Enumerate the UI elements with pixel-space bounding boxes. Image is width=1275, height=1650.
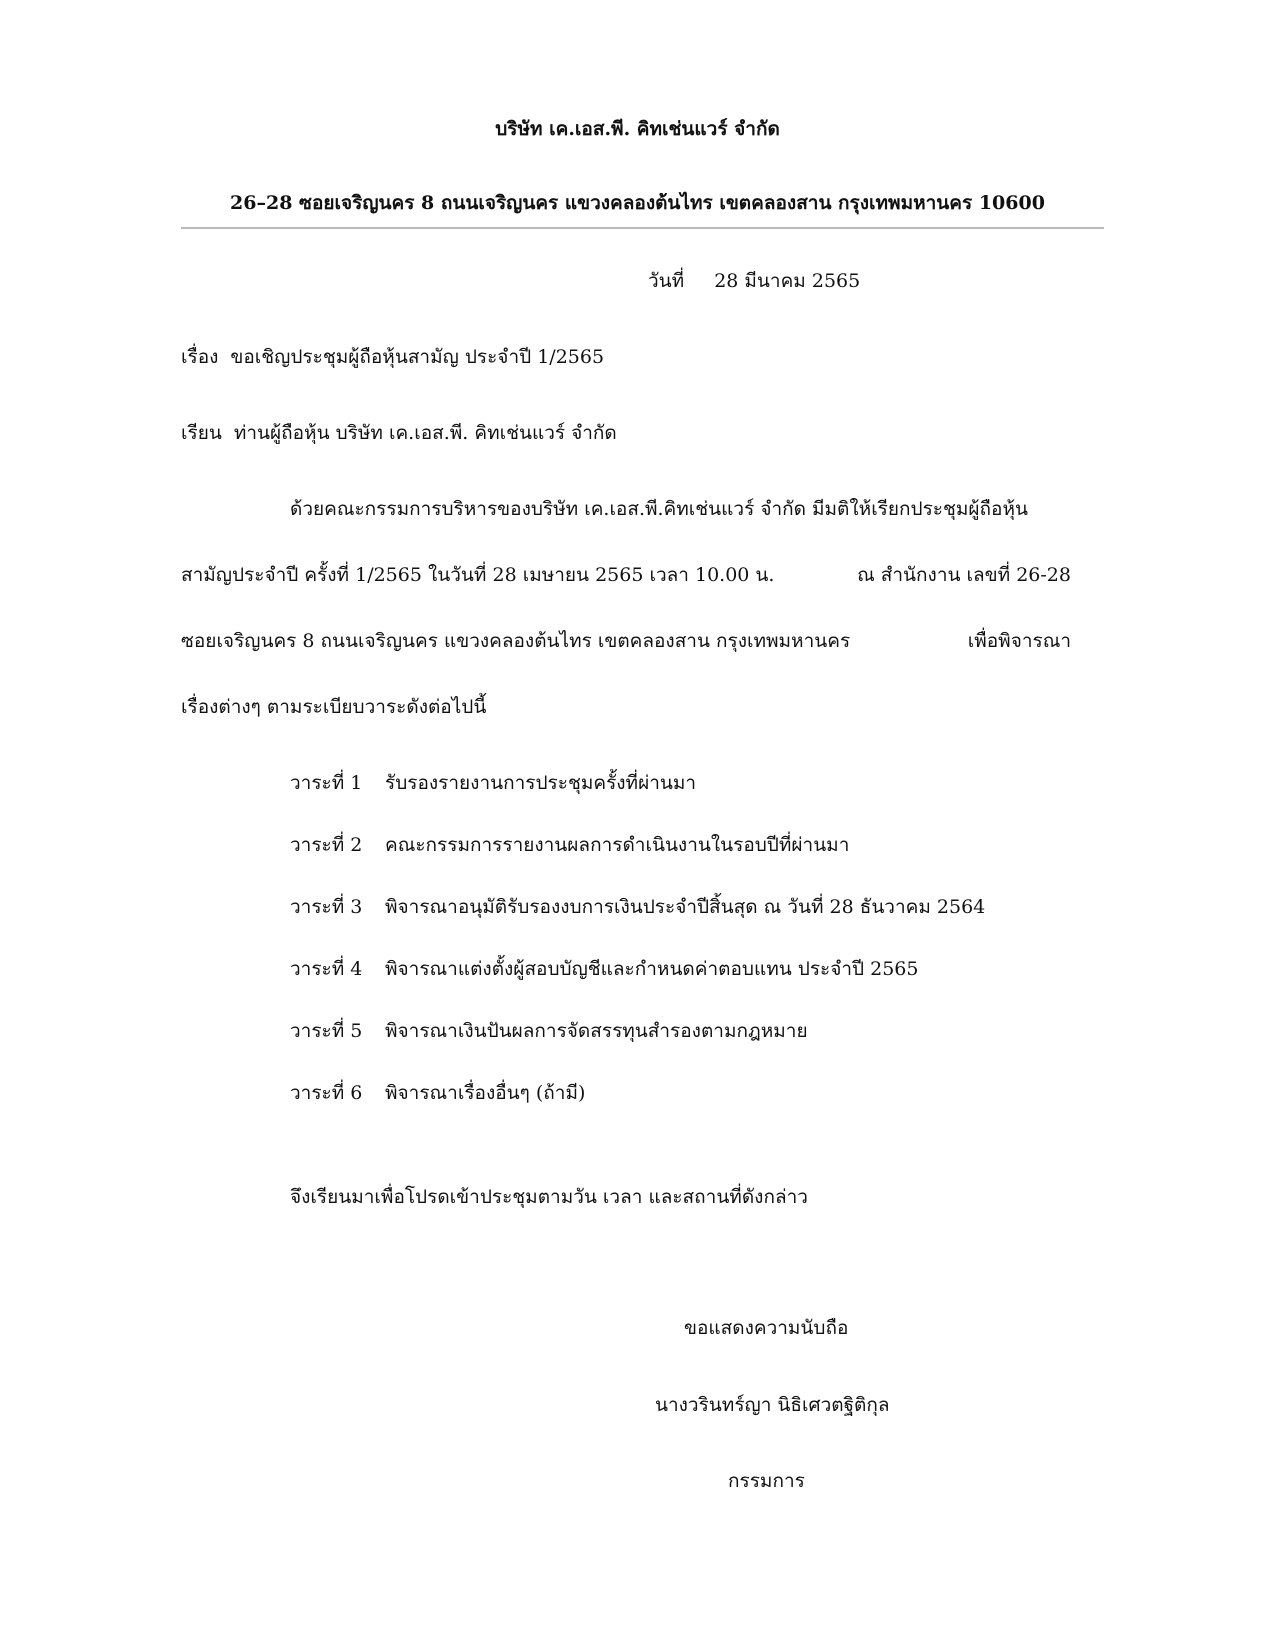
header-divider [181, 227, 1104, 229]
company-address: 26–28 ซอยเจริญนคร 8 ถนนเจริญนคร แขวงคลองต้นไทร เขตคลองสาน กรุงเทพมหานคร 10600 [230, 192, 1045, 214]
agenda-item [290, 954, 918, 984]
signer-name: นางวรินทร์ญา นิธิเศวตฐิติกุล [655, 1394, 890, 1416]
agenda-text: พิจารณาแต่งตั้งผู้สอบบัญชีและกำหนดค่าตอบแทน ประจำปี 2565 [385, 958, 919, 980]
date-value: 28 มีนาคม 2565 [714, 270, 861, 292]
closing-statement: จึงเรียนมาเพื่อโปรดเข้าประชุมตามวัน เวลา และสถานที่ดังกล่าว [290, 1186, 808, 1208]
agenda-text: พิจารณาเงินปันผลการจัดสรรทุนสำรองตามกฎหมาย [385, 1020, 808, 1042]
subject-text: ขอเชิญประชุมผู้ถือหุ้นสามัญ ประจำปี 1/2565 [230, 346, 605, 368]
subject-line [181, 342, 604, 372]
agenda-label: วาระที่ 2 [290, 834, 363, 856]
sign-off: ขอแสดงความนับถือ [684, 1317, 849, 1339]
agenda-text: พิจารณาเรื่องอื่นๆ (ถ้ามี) [385, 1082, 586, 1104]
body-paragraph-line-3 [181, 626, 1071, 656]
body-paragraph-line-2 [181, 560, 1071, 590]
agenda-text: คณะกรรมการรายงานผลการดำเนินงานในรอบปีที่ผ่านมา [385, 834, 850, 856]
body-paragraph-line-1: ด้วยคณะกรรมการบริหารของบริษัท เค.เอส.พี.คิทเช่นแวร์ จำกัด มีมติให้เรียกประชุมผู้ถือหุ้น [290, 498, 1028, 520]
agenda-item [290, 892, 985, 922]
recipient-label: เรียน [181, 422, 222, 444]
meeting-location-number: ณ สำนักงาน เลขที่ 26-28 [857, 564, 1071, 586]
recipient-line [181, 418, 617, 448]
recipient-text: ท่านผู้ถือหุ้น บริษัท เค.เอส.พี. คิทเช่นแวร์ จำกัด [233, 422, 617, 444]
subject-label: เรื่อง [181, 346, 219, 368]
signer-title: กรรมการ [728, 1470, 805, 1492]
agenda-label: วาระที่ 6 [290, 1082, 363, 1104]
agenda-item [290, 768, 696, 798]
agenda-item [290, 830, 849, 860]
agenda-item [290, 1016, 808, 1046]
agenda-item [290, 1078, 585, 1108]
agenda-label: วาระที่ 5 [290, 1020, 363, 1042]
date-line [648, 266, 860, 296]
date-label: วันที่ [648, 270, 685, 292]
agenda-label: วาระที่ 3 [290, 896, 363, 918]
agenda-label: วาระที่ 1 [290, 772, 363, 794]
agenda-label: วาระที่ 4 [290, 958, 363, 980]
meeting-location-address: ซอยเจริญนคร 8 ถนนเจริญนคร แขวงคลองต้นไทร เขตคลองสาน กรุงเทพมหานคร [181, 630, 851, 652]
company-name: บริษัท เค.เอส.พี. คิทเช่นแวร์ จำกัด [495, 118, 780, 140]
meeting-purpose: เพื่อพิจารณา [967, 630, 1071, 652]
agenda-text: รับรองรายงานการประชุมครั้งที่ผ่านมา [385, 772, 697, 794]
agenda-text: พิจารณาอนุมัติรับรองงบการเงินประจำปีสิ้นสุด ณ วันที่ 28 ธันวาคม 2564 [385, 896, 986, 918]
meeting-date-time: สามัญประจำปี ครั้งที่ 1/2565 ในวันที่ 28 เมษายน 2565 เวลา 10.00 น. [181, 564, 775, 586]
body-paragraph-line-4: เรื่องต่างๆ ตามระเบียบวาระดังต่อไปนี้ [181, 696, 487, 718]
